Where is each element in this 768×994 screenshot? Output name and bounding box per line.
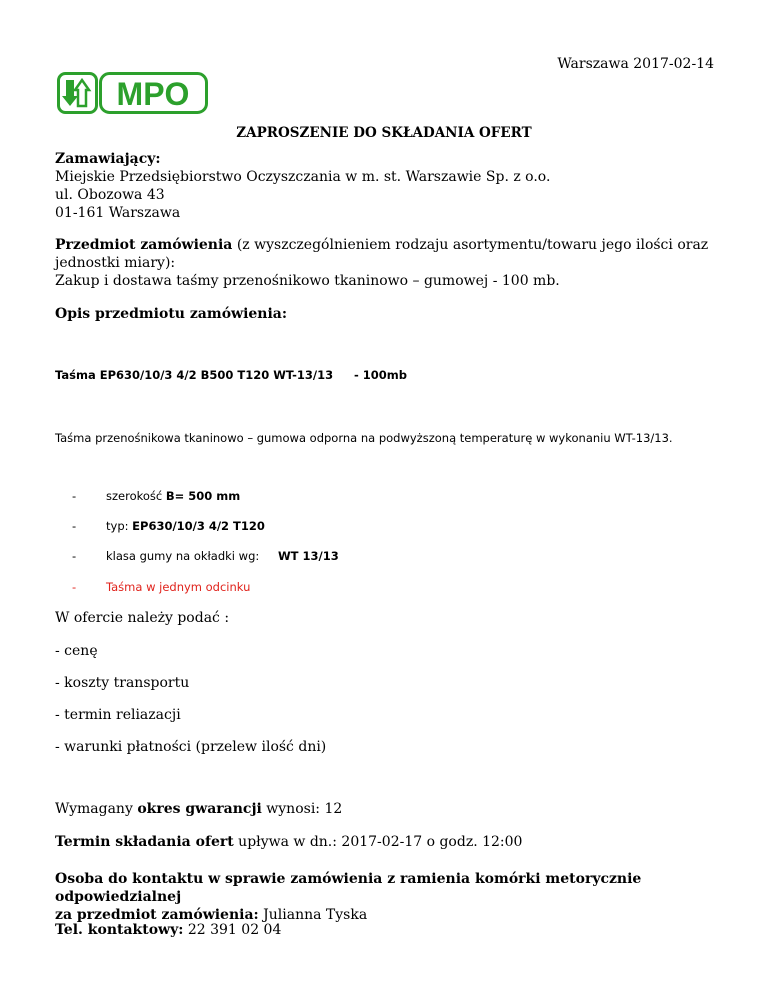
warranty-line: Wymagany okres gwarancji wynosi: 12 [55, 801, 343, 817]
ordering-party-city: 01-161 Warszawa [55, 205, 181, 221]
bullet-width: szerokość B= 500 mm [106, 489, 241, 503]
page-title: ZAPROSZENIE DO SKŁADANIA OFERT [236, 125, 532, 141]
bullet-dash: - [72, 580, 77, 594]
offer-item-transport: - koszty transportu [55, 675, 190, 691]
bullet-rubber-class: klasa gumy na okładki wg: [106, 549, 260, 563]
offer-item-payment: - warunki płatności (przelew ilość dni) [55, 739, 327, 755]
subject-label: Przedmiot zamówienia [55, 237, 233, 253]
description-label: Opis przedmiotu zamówienia: [55, 306, 288, 322]
contact-name: Julianna Tyska [258, 907, 368, 923]
product-name: Taśma EP630/10/3 4/2 B500 T120 WT-13/13 [55, 368, 334, 382]
contact-label-1: Osoba do kontaktu w sprawie zamówienia z ramienia komórki metorycznie odpowiedzialnej [55, 871, 642, 905]
bullet-rubber-class-value: WT 13/13 [278, 549, 339, 563]
phone-number: 22 391 02 04 [183, 922, 282, 938]
bullet-dash: - [72, 519, 77, 533]
subject-note-1: (z wyszczególnieniem rodzaju asortymentu/towaru jego ilości oraz [232, 237, 709, 253]
offer-item-price: - cenę [55, 643, 98, 659]
product-details: Taśma przenośnikowa tkaninowo – gumowa odporna na podwyższoną temperaturę w wykonaniu WT-13/13. [55, 431, 673, 445]
bullet-dash: - [72, 489, 77, 503]
bullet-single-piece: Taśma w jednym odcinku [106, 580, 251, 594]
phone-line: Tel. kontaktowy: 22 391 02 04 [55, 922, 282, 938]
ordering-party-street: ul. Obozowa 43 [55, 187, 165, 203]
product-quantity: - 100mb [354, 368, 407, 382]
offer-intro: W ofercie należy podać : [55, 610, 230, 626]
subject-note-2: jednostki miary): [55, 255, 176, 271]
contact-label-2: za przedmiot zamówienia: [55, 907, 259, 923]
subject-text: Zakup i dostawa taśmy przenośnikowo tkaninowo – gumowej - 100 mb. [55, 273, 560, 289]
ordering-party [55, 150, 550, 222]
bullet-type: typ: EP630/10/3 4/2 T120 [106, 519, 265, 533]
ordering-party-label: Zamawiający: [55, 151, 161, 167]
mpo-logo [57, 72, 209, 114]
offer-item-deadline: - termin reliazacji [55, 707, 181, 723]
subject-section [55, 236, 708, 290]
ordering-party-name: Miejskie Przedsiębiorstwo Oczyszczania w m. st. Warszawie Sp. z o.o. [55, 169, 551, 185]
bullet-dash: - [72, 549, 77, 563]
svg-text:MPO: MPO [116, 76, 190, 112]
date-line: Warszawa 2017-02-14 [557, 56, 714, 72]
contact-section [55, 870, 768, 924]
deadline-line: Termin składania ofert upływa w dn.: 2017-02-17 o godz. 12:00 [55, 834, 523, 850]
